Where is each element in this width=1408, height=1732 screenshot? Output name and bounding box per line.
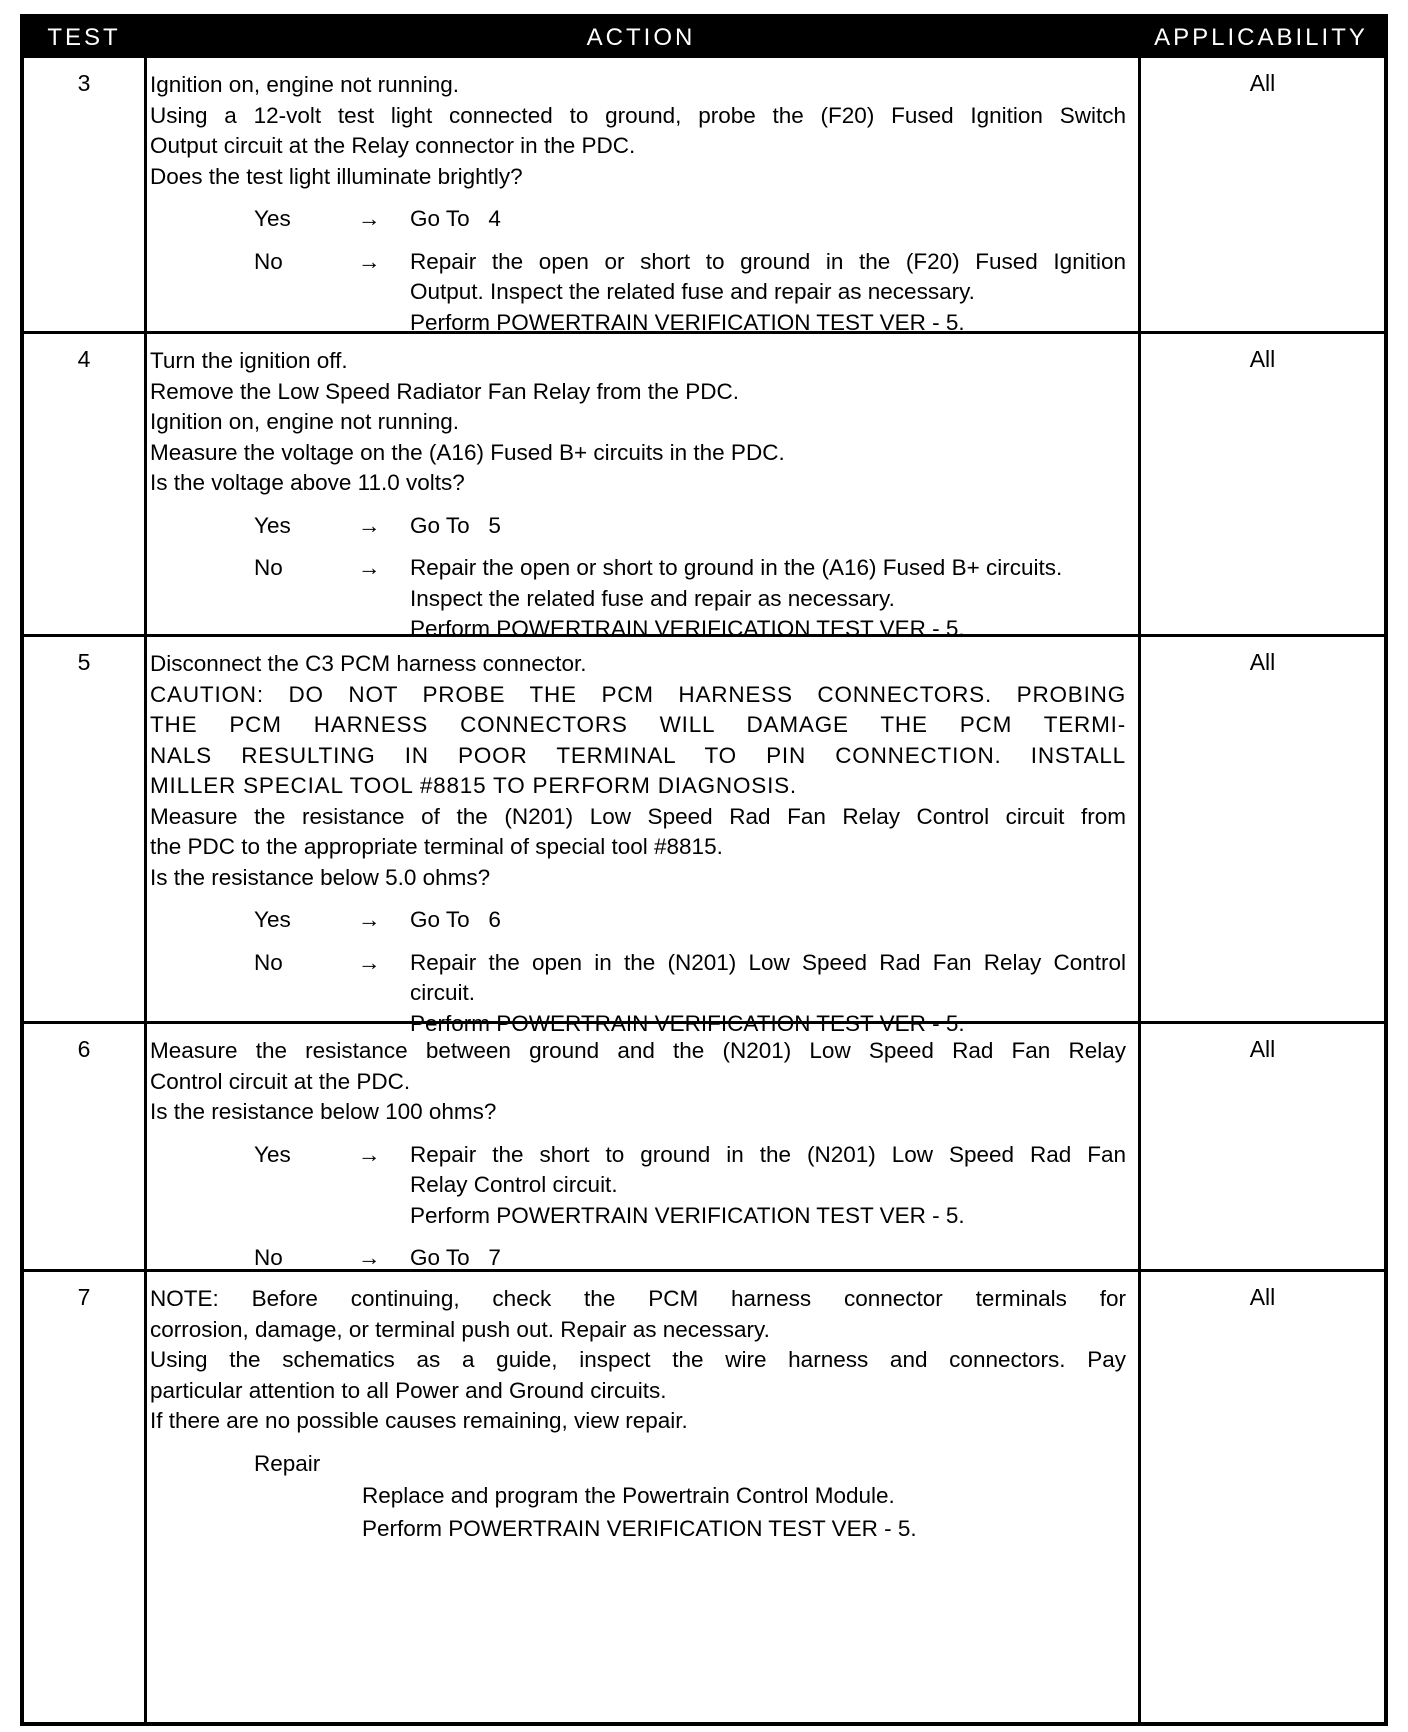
yes-branch — [150, 905, 1126, 936]
arrow-icon: → — [358, 907, 381, 932]
applicability-value: All — [1249, 1036, 1276, 1062]
arrow-icon: → — [358, 206, 381, 231]
action-cell — [150, 649, 1126, 1039]
result-line: Perform POWERTRAIN VERIFICATION TEST VER - 5. — [410, 616, 965, 641]
table-header — [24, 18, 1384, 58]
no-branch — [150, 553, 1126, 645]
no-result — [410, 247, 1126, 339]
caution-line: NALS RESULTING IN POOR TERMINAL TO PIN CONNECTION. INSTALL — [150, 742, 1126, 768]
result-line: Perform POWERTRAIN VERIFICATION TEST VER - 5. — [410, 1202, 965, 1228]
applicability-value: All — [1249, 70, 1276, 96]
result-line: Go To 6 — [410, 907, 501, 932]
no-label: No — [254, 949, 283, 975]
arrow-icon: → — [358, 248, 381, 274]
result-line: Repair the open or short to ground in the (A16) Fused B+ circuits. — [410, 555, 1063, 580]
no-result — [410, 553, 1126, 645]
action-line: If there are no possible causes remaining, view repair. — [150, 1408, 688, 1433]
test-number: 7 — [77, 1284, 91, 1310]
action-line: particular attention to all Power and Ground circuits. — [150, 1377, 667, 1403]
result-line: Repair the short to ground in the (N201) Low Speed Rad Fan — [410, 1141, 1126, 1167]
yes-branch — [150, 204, 1126, 235]
action-line: Ignition on, engine not running. — [150, 409, 459, 434]
header-test: TEST — [47, 24, 121, 51]
action-line: Control circuit at the PDC. — [150, 1068, 411, 1094]
yes-label: Yes — [254, 512, 291, 538]
yes-label: Yes — [254, 206, 291, 231]
result-line: Perform POWERTRAIN VERIFICATION TEST VER - 5. — [410, 309, 965, 335]
diagnostic-table — [20, 14, 1388, 1726]
action-cell — [150, 346, 1126, 645]
result-line: Repair the open or short to ground in the (F20) Fused Ignition — [410, 248, 1126, 274]
action-cell — [150, 1036, 1126, 1274]
yes-result — [410, 1140, 1126, 1232]
arrow-icon: → — [358, 555, 381, 580]
action-line: Is the resistance below 100 ohms? — [150, 1099, 497, 1124]
result-line: Go To 4 — [410, 206, 501, 231]
table-row-test-3 — [24, 58, 1384, 334]
action-line: Ignition on, engine not running. — [150, 72, 459, 97]
result-line: Go To 7 — [410, 1245, 501, 1270]
result-line: Output. Inspect the related fuse and repair as necessary. — [410, 279, 975, 304]
result-line: Perform POWERTRAIN VERIFICATION TEST VER - 5. — [410, 1010, 965, 1036]
no-branch — [150, 247, 1126, 339]
table-row-test-4 — [24, 334, 1384, 641]
result-line: Go To 5 — [410, 512, 501, 538]
caution-line: MILLER SPECIAL TOOL #8815 TO PERFORM DIAGNOSIS. — [150, 773, 797, 798]
action-line: Remove the Low Speed Radiator Fan Relay from the PDC. — [150, 378, 740, 404]
action-line: Does the test light illuminate brightly? — [150, 163, 523, 189]
action-cell — [150, 70, 1126, 338]
arrow-icon: → — [358, 1141, 381, 1167]
no-branch — [150, 1243, 1126, 1274]
test-number: 5 — [77, 649, 91, 675]
caution-line: CAUTION: DO NOT PROBE THE PCM HARNESS CONNECTORS. PROBING — [150, 681, 1126, 707]
repair-label: Repair — [254, 1450, 321, 1476]
header-applicability: APPLICABILITY — [1154, 24, 1368, 51]
test-number: 6 — [77, 1036, 91, 1062]
applicability-value: All — [1249, 649, 1276, 675]
caution-line: THE PCM HARNESS CONNECTORS WILL DAMAGE THE PCM TERMI- — [150, 712, 1126, 737]
yes-result — [410, 204, 1126, 235]
arrow-icon: → — [358, 949, 381, 975]
table-row-test-7 — [24, 1272, 1384, 1722]
arrow-icon: → — [358, 512, 381, 538]
action-line: Is the voltage above 11.0 volts? — [150, 470, 465, 495]
yes-label: Yes — [254, 1141, 291, 1167]
action-line: the PDC to the appropriate terminal of special tool #8815. — [150, 834, 723, 859]
action-line: Is the resistance below 5.0 ohms? — [150, 864, 491, 890]
action-line: Disconnect the C3 PCM harness connector. — [150, 651, 587, 676]
no-label: No — [254, 248, 283, 274]
header-action: ACTION — [586, 24, 696, 51]
arrow-icon: → — [358, 1245, 381, 1270]
result-line: Repair the open in the (N201) Low Speed Rad Fan Relay Control — [410, 949, 1126, 975]
result-line: circuit. — [410, 980, 476, 1005]
table-row-test-6 — [24, 1024, 1384, 1272]
table-row-test-5 — [24, 637, 1384, 1036]
test-number: 3 — [77, 70, 91, 96]
no-label: No — [254, 555, 283, 580]
action-line: Measure the resistance of the (N201) Low Speed Rad Fan Relay Control circuit from — [150, 803, 1126, 829]
action-line: Turn the ignition off. — [150, 348, 348, 373]
repair-line: Perform POWERTRAIN VERIFICATION TEST VER - 5. — [362, 1515, 917, 1541]
action-line: Output circuit at the Relay connector in the PDC. — [150, 133, 636, 158]
result-line: Inspect the related fuse and repair as necessary. — [410, 585, 895, 611]
yes-result — [410, 511, 1126, 542]
no-label: No — [254, 1245, 283, 1270]
action-line: Using a 12-volt test light connected to ground, probe the (F20) Fused Ignition Switch — [150, 102, 1126, 128]
yes-branch — [150, 511, 1126, 542]
yes-result — [410, 905, 1126, 936]
applicability-value: All — [1249, 346, 1276, 372]
result-line: Relay Control circuit. — [410, 1172, 618, 1197]
action-line: Measure the voltage on the (A16) Fused B+ circuits in the PDC. — [150, 439, 785, 465]
action-cell — [150, 1284, 1126, 1544]
action-line: Measure the resistance between ground and the (N201) Low Speed Rad Fan Relay — [150, 1038, 1126, 1063]
no-result — [410, 1243, 1126, 1274]
action-line: corrosion, damage, or terminal push out. Repair as necessary. — [150, 1316, 770, 1342]
yes-label: Yes — [254, 907, 291, 932]
action-line: NOTE: Before continuing, check the PCM harness connector terminals for — [150, 1286, 1126, 1311]
yes-branch — [150, 1140, 1126, 1232]
repair-block — [150, 1449, 1126, 1545]
test-number: 4 — [77, 346, 91, 372]
action-line: Using the schematics as a guide, inspect the wire harness and connectors. Pay — [150, 1347, 1126, 1372]
repair-line: Replace and program the Powertrain Control Module. — [362, 1483, 895, 1508]
applicability-value: All — [1249, 1284, 1276, 1310]
